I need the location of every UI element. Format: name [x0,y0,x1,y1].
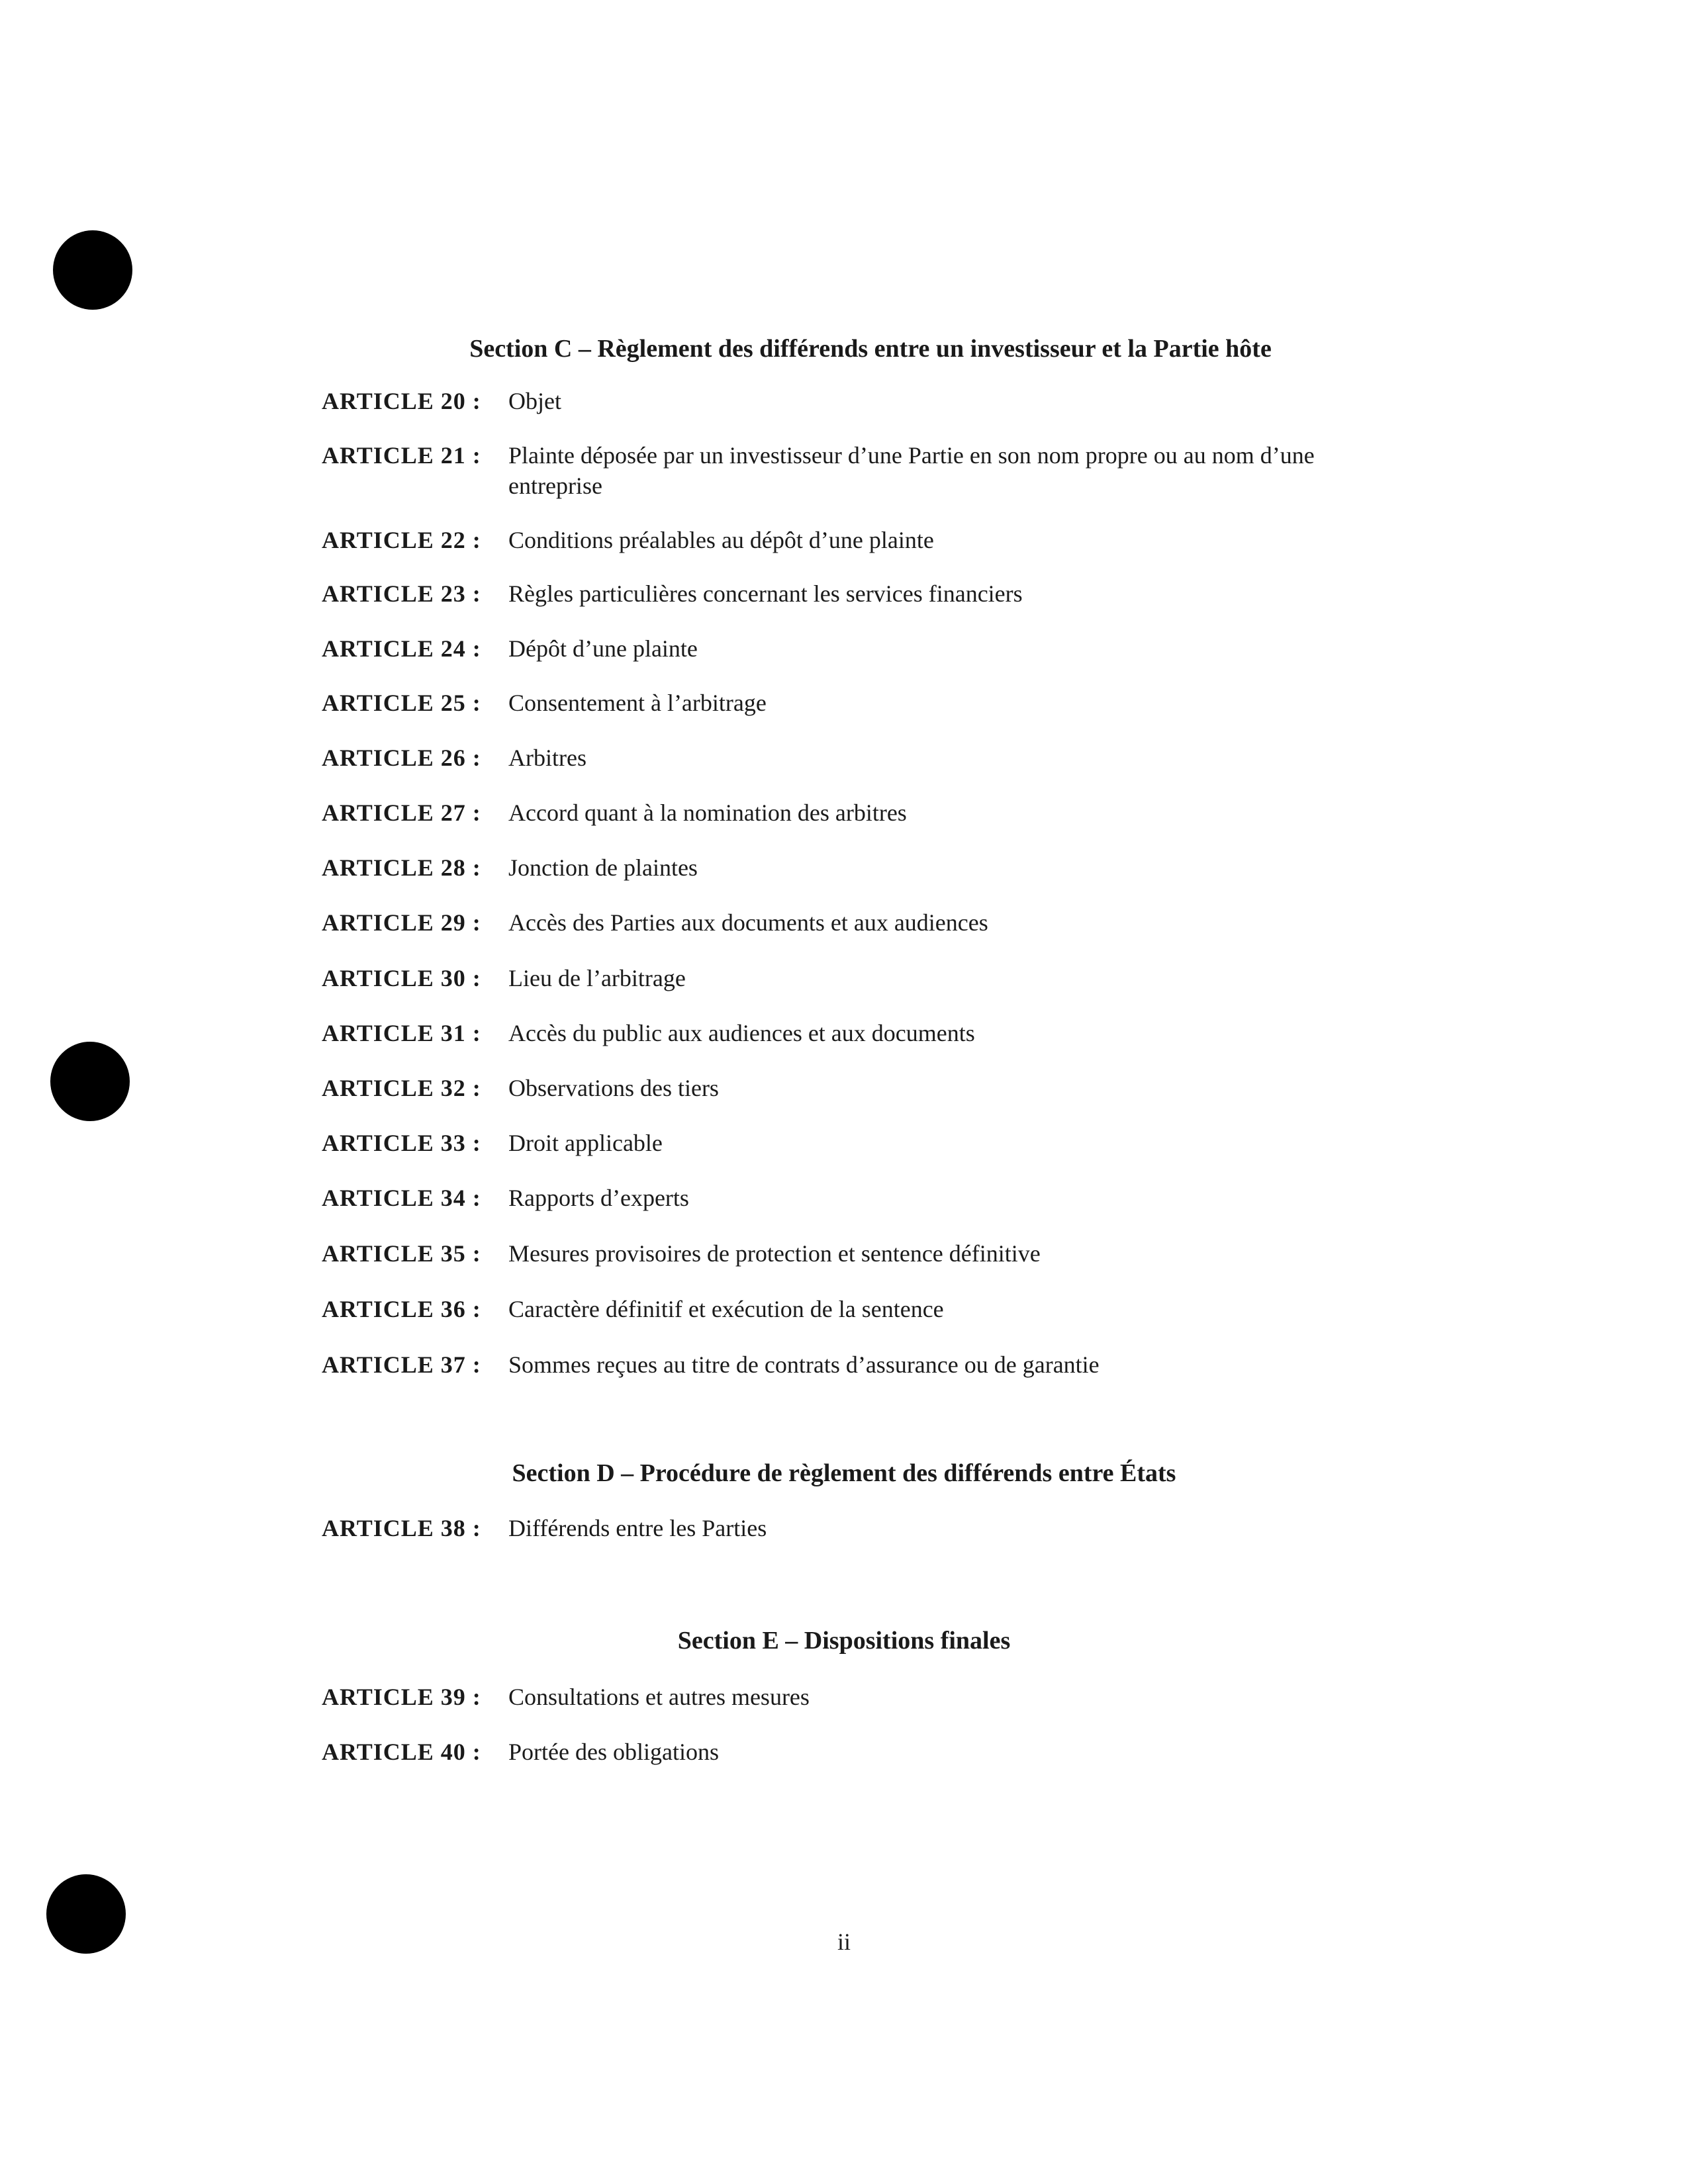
page-number: ii [837,1929,851,1955]
article-number: ARTICLE 31 : [322,1020,481,1046]
article-title: Plainte déposée par un investisseur d’une Partie en son nom propre ou au nom d’une entreprise [508,442,1315,499]
article-title: Sommes reçues au titre de contrats d’assurance ou de garantie [508,1351,1100,1378]
article-number: ARTICLE 35 : [322,1240,481,1267]
punch-hole-top [53,230,132,310]
article-title: Droit applicable [508,1130,663,1156]
article-number: ARTICLE 23 : [322,580,481,607]
article-number: ARTICLE 26 : [322,745,481,771]
article-title: Jonction de plaintes [508,854,698,881]
article-number: ARTICLE 21 : [322,442,481,469]
section-c-heading-text: Section C – Règlement des différends entre un investisseur et la Partie hôte [469,335,1272,363]
article-title: Lieu de l’arbitrage [508,965,686,991]
section-d-heading [0,1459,1688,1488]
article-title: Accès des Parties aux documents et aux audiences [508,909,988,936]
article-number: ARTICLE 22 : [322,527,481,553]
article-title: Accord quant à la nomination des arbitres [508,799,907,826]
article-number: ARTICLE 37 : [322,1351,481,1378]
article-title: Consultations et autres mesures [508,1684,810,1710]
section-e-heading-text: Section E – Dispositions finales [677,1627,1011,1655]
article-number: ARTICLE 20 : [322,388,481,414]
article-number: ARTICLE 38 : [322,1515,481,1541]
article-title: Accès du public aux audiences et aux documents [508,1020,975,1046]
article-number: ARTICLE 36 : [322,1296,481,1322]
article-number: ARTICLE 25 : [322,690,481,716]
article-number: ARTICLE 28 : [322,854,481,881]
article-number: ARTICLE 32 : [322,1075,481,1101]
section-c-heading [0,334,1688,363]
section-e-heading [0,1626,1688,1655]
article-title: Rapports d’experts [508,1185,689,1211]
article-title: Mesures provisoires de protection et sentence définitive [508,1240,1041,1267]
article-number: ARTICLE 24 : [322,635,481,662]
article-title: Portée des obligations [508,1739,719,1765]
article-number: ARTICLE 34 : [322,1185,481,1211]
article-title: Différends entre les Parties [508,1515,767,1541]
punch-hole-middle [50,1042,130,1121]
article-number: ARTICLE 39 : [322,1684,481,1710]
article-number: ARTICLE 40 : [322,1739,481,1765]
article-title: Conditions préalables au dépôt d’une plainte [508,527,934,553]
article-title: Objet [508,388,561,414]
section-d-heading-text: Section D – Procédure de règlement des différends entre États [512,1459,1176,1487]
article-number: ARTICLE 29 : [322,909,481,936]
article-number: ARTICLE 30 : [322,965,481,991]
article-title: Dépôt d’une plainte [508,635,698,662]
article-title: Consentement à l’arbitrage [508,690,767,716]
article-title: Observations des tiers [508,1075,719,1101]
article-number: ARTICLE 33 : [322,1130,481,1156]
article-title: Caractère définitif et exécution de la sentence [508,1296,944,1322]
article-title: Règles particulières concernant les services financiers [508,580,1023,607]
article-number: ARTICLE 27 : [322,799,481,826]
article-title: Arbitres [508,745,586,771]
